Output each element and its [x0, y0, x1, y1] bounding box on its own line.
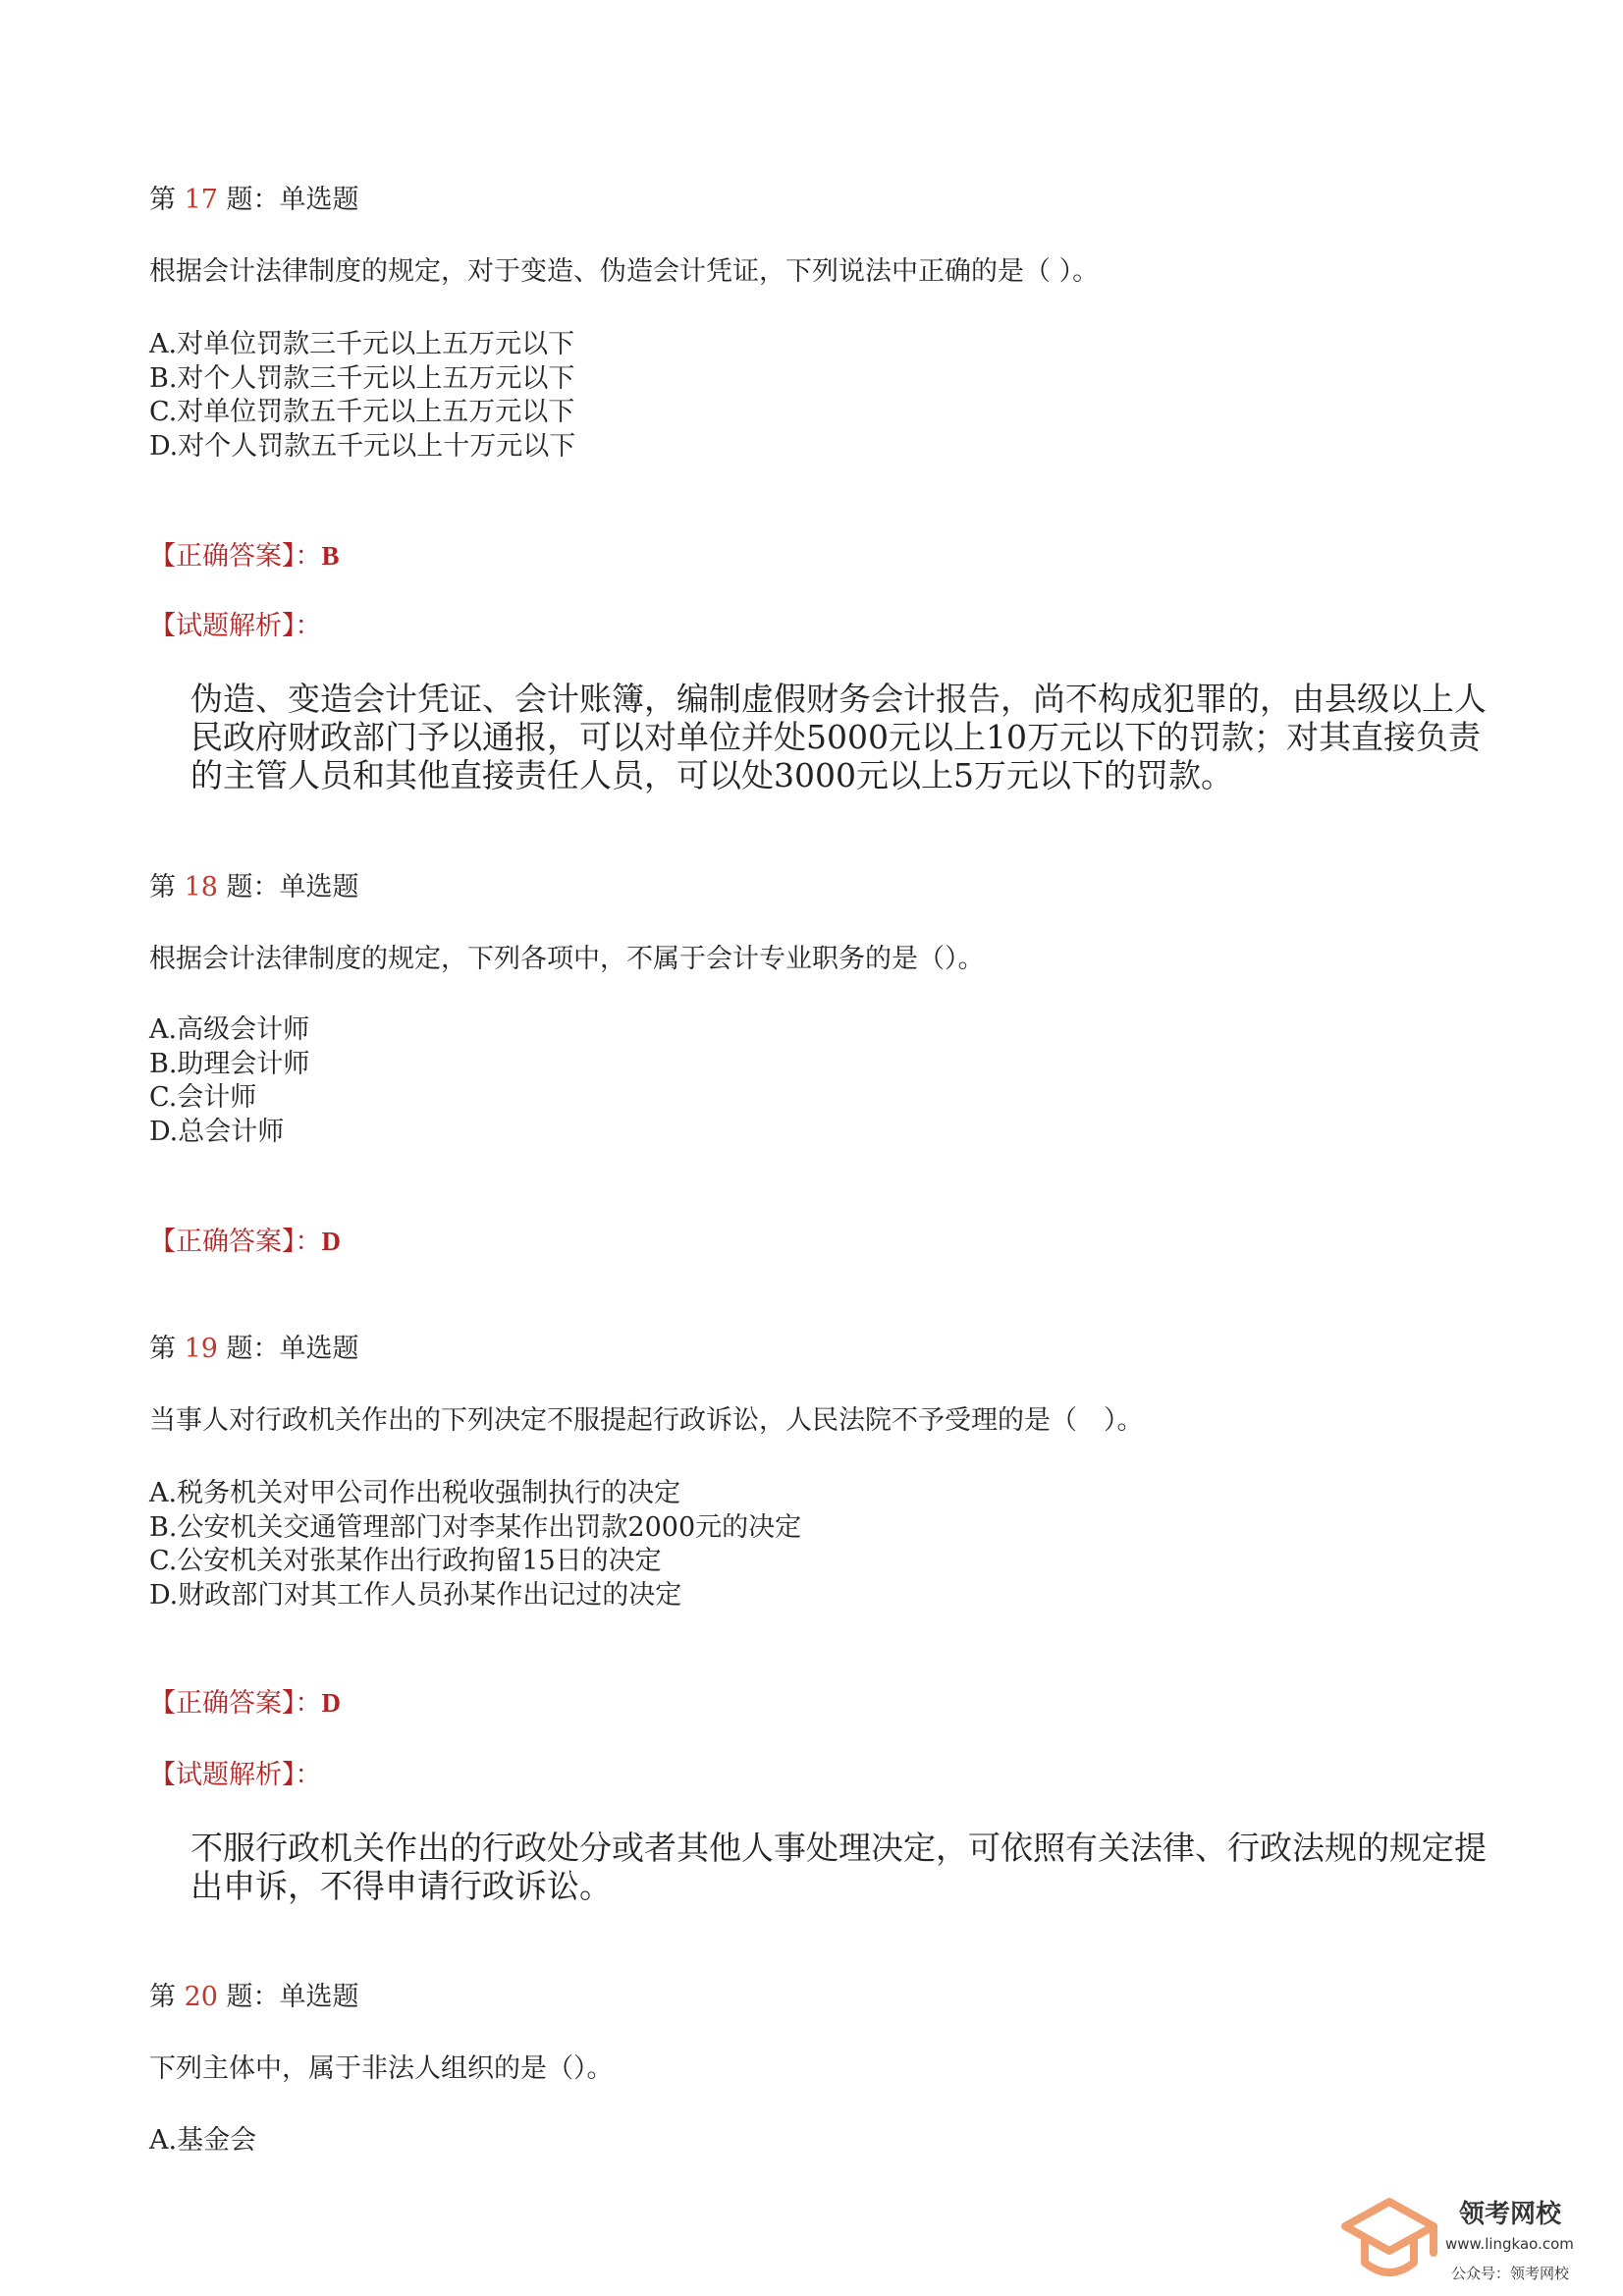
- question-19: [149, 1332, 1504, 1905]
- question-prefix: 第: [149, 872, 176, 902]
- explanation-text: 伪造、变造会计凭证、会计账簿，编制虚假财务会计报告，尚不构成犯罪的，由县级以上人民政府财政部门予以通报，可以对单位并处5000元以上10万元以下的罚款；对其直接负责的主管人员和其他直接责任人员，可以处3000元以上5万元以下的罚款。: [190, 680, 1487, 794]
- answer-label: 【正确答案】：: [149, 541, 322, 572]
- option-d: D.对个人罚款五千元以上十万元以下: [149, 430, 576, 462]
- question-type: 题：单选题: [226, 185, 359, 215]
- logo-wechat: 公众号：领考网校: [1451, 2265, 1570, 2282]
- question-18: [149, 870, 1504, 1257]
- question-header: [149, 870, 1504, 905]
- question-stem: 当事人对行政机关作出的下列决定不服提起行政诉讼，人民法院不予受理的是（ ）。: [149, 1405, 1144, 1436]
- question-header: [149, 1980, 1504, 2015]
- answer-label: 【正确答案】：: [149, 1688, 322, 1719]
- options-list: [149, 1013, 309, 1149]
- answer-value: B: [321, 541, 340, 571]
- question-number: 20: [184, 1982, 218, 2012]
- answer-label: 【正确答案】：: [149, 1227, 322, 1257]
- option-b: B.公安机关交通管理部门对李某作出罚款2000元的决定: [149, 1511, 802, 1543]
- question-prefix: 第: [149, 185, 176, 215]
- answer-value: D: [321, 1227, 341, 1256]
- option-d: D.财政部门对其工作人员孙某作出记过的决定: [149, 1579, 682, 1611]
- option-c: C.对单位罚款五千元以上五万元以下: [149, 397, 575, 427]
- option-a: A.基金会: [149, 2125, 257, 2156]
- option-a: A.对单位罚款三千元以上五万元以下: [149, 329, 575, 359]
- option-b: B.对个人罚款三千元以上五万元以下: [149, 362, 575, 394]
- question-number: 19: [184, 1334, 218, 1364]
- question-prefix: 第: [149, 1334, 176, 1364]
- explanation-label: 【试题解析】：: [149, 1760, 322, 1790]
- options-list: [149, 328, 575, 464]
- graduation-cap-icon: [1335, 2192, 1443, 2290]
- question-stem: 根据会计法律制度的规定，对于变造、伪造会计凭证，下列说法中正确的是（ ）。: [149, 256, 1100, 287]
- explanation-label: 【试题解析】：: [149, 611, 322, 641]
- question-header: [149, 183, 1504, 218]
- options-list: [149, 1477, 801, 1613]
- option-c: C.公安机关对张某作出行政拘留15日的决定: [149, 1546, 662, 1576]
- logo-url: www.lingkao.com: [1445, 2235, 1574, 2253]
- option-d: D.总会计师: [149, 1116, 285, 1147]
- question-20: [149, 1980, 1504, 2156]
- options-list: [149, 2124, 256, 2159]
- logo-name: 领考网校: [1459, 2200, 1562, 2229]
- question-number: 18: [184, 872, 218, 902]
- option-c: C.会计师: [149, 1082, 257, 1113]
- question-stem: 下列主体中，属于非法人组织的是（）。: [149, 2053, 614, 2084]
- question-type: 题：单选题: [226, 872, 359, 902]
- answer-value: D: [321, 1688, 341, 1718]
- question-17: [149, 183, 1504, 794]
- question-prefix: 第: [149, 1982, 176, 2012]
- answer-line: [149, 538, 340, 574]
- answer-line: [149, 1224, 341, 1260]
- question-number: 17: [184, 185, 218, 215]
- question-type: 题：单选题: [226, 1982, 359, 2012]
- option-a: A.税务机关对甲公司作出税收强制执行的决定: [149, 1478, 681, 1508]
- option-b: B.助理会计师: [149, 1048, 310, 1079]
- option-a: A.高级会计师: [149, 1014, 310, 1045]
- question-stem: 根据会计法律制度的规定，下列各项中，不属于会计专业职务的是（）。: [149, 944, 985, 974]
- question-type: 题：单选题: [226, 1334, 359, 1364]
- lingkao-logo: [1335, 2192, 1591, 2290]
- question-header: [149, 1332, 1504, 1367]
- explanation-text: 不服行政机关作出的行政处分或者其他人事处理决定，可依照有关法律、行政法规的规定提出申诉，不得申请行政诉讼。: [190, 1829, 1487, 1905]
- answer-line: [149, 1685, 341, 1722]
